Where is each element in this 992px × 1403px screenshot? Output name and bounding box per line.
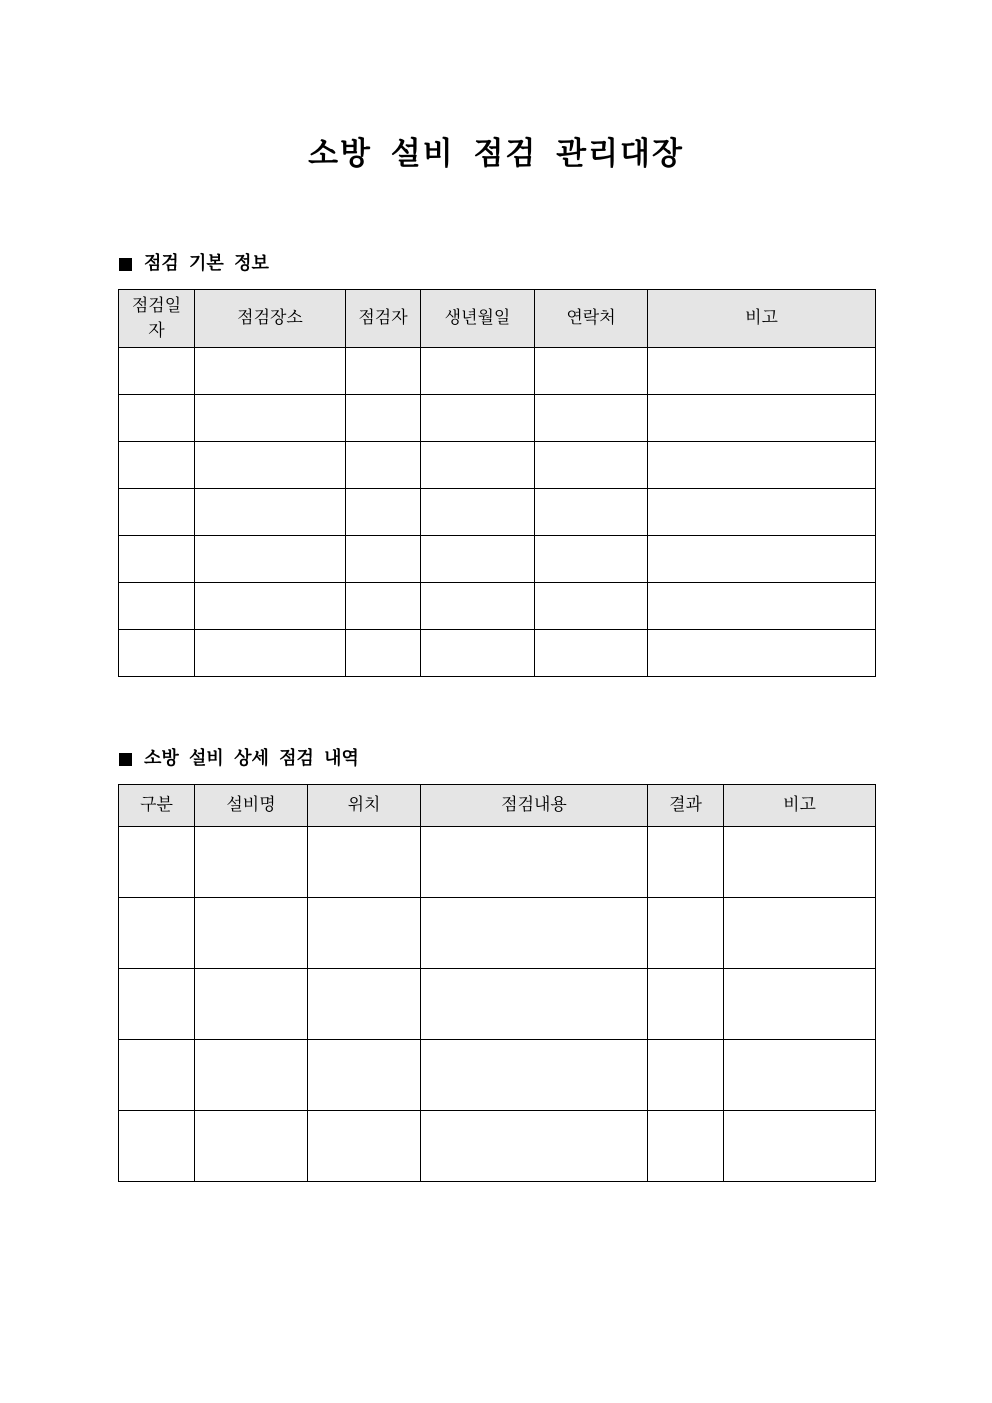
column-header-birth-date: 생년월일 [421,290,535,348]
table-cell[interactable] [195,489,346,536]
column-header-inspection-details: 점검내용 [421,785,648,827]
table-cell[interactable] [346,536,421,583]
section-heading-label: 점검 기본 정보 [144,253,269,274]
table-cell[interactable] [119,630,195,677]
table-row [119,827,876,898]
table-cell[interactable] [421,1111,648,1182]
table-cell[interactable] [195,1111,308,1182]
table-cell[interactable] [421,827,648,898]
column-header-inspector: 점검자 [346,290,421,348]
document-title: 소방 설비 점검 관리대장 [308,136,684,172]
table-header-row [119,785,876,827]
table-cell[interactable] [308,898,421,969]
table-cell[interactable] [346,442,421,489]
table-cell[interactable] [421,630,535,677]
table-cell[interactable] [535,348,648,395]
table-row [119,898,876,969]
section-heading-detail-info [119,747,359,771]
table-cell[interactable] [346,583,421,630]
table-cell[interactable] [119,1111,195,1182]
column-header-inspection-date: 점검일 자 [119,290,195,348]
table-row [119,442,876,489]
table-row [119,630,876,677]
table-cell[interactable] [421,898,648,969]
table-cell[interactable] [346,630,421,677]
table-cell[interactable] [119,536,195,583]
table-cell[interactable] [421,1040,648,1111]
table-cell[interactable] [648,348,876,395]
table-cell[interactable] [308,1111,421,1182]
table-cell[interactable] [195,630,346,677]
table-cell[interactable] [195,583,346,630]
table-cell[interactable] [421,583,535,630]
table-cell[interactable] [648,489,876,536]
table-cell[interactable] [648,898,724,969]
column-header-contact: 연락처 [535,290,648,348]
table-row [119,348,876,395]
table-cell[interactable] [119,969,195,1040]
table-cell[interactable] [724,969,876,1040]
table-cell[interactable] [648,395,876,442]
table-cell[interactable] [195,898,308,969]
table-cell[interactable] [421,395,535,442]
table-cell[interactable] [119,489,195,536]
table-cell[interactable] [119,395,195,442]
table-row [119,489,876,536]
table-cell[interactable] [346,395,421,442]
table-cell[interactable] [119,348,195,395]
table-cell[interactable] [119,1040,195,1111]
table-cell[interactable] [119,898,195,969]
column-header-equipment-name: 설비명 [195,785,308,827]
table-cell[interactable] [535,536,648,583]
table-cell[interactable] [648,536,876,583]
basic-info-table [118,289,876,677]
table-header-row [119,290,876,348]
table-cell[interactable] [195,348,346,395]
table-cell[interactable] [535,489,648,536]
table-row [119,536,876,583]
table-cell[interactable] [724,1111,876,1182]
table-cell[interactable] [119,827,195,898]
table-cell[interactable] [648,442,876,489]
column-header-inspection-place: 점검장소 [195,290,346,348]
table-cell[interactable] [724,1040,876,1111]
table-cell[interactable] [195,1040,308,1111]
column-header-category: 구분 [119,785,195,827]
table-cell[interactable] [648,1111,724,1182]
table-cell[interactable] [648,630,876,677]
table-cell[interactable] [421,536,535,583]
table-cell[interactable] [648,583,876,630]
table-cell[interactable] [421,442,535,489]
table-cell[interactable] [346,348,421,395]
table-cell[interactable] [308,827,421,898]
table-cell[interactable] [724,827,876,898]
table-row [119,1040,876,1111]
table-cell[interactable] [119,583,195,630]
table-cell[interactable] [308,969,421,1040]
table-cell[interactable] [724,898,876,969]
section-heading-label: 소방 설비 상세 점검 내역 [144,748,359,769]
table-cell[interactable] [308,1040,421,1111]
table-cell[interactable] [535,442,648,489]
square-bullet-icon [119,753,132,766]
section-heading-basic-info [119,252,269,276]
table-cell[interactable] [119,442,195,489]
column-header-result: 결과 [648,785,724,827]
table-cell[interactable] [195,827,308,898]
table-cell[interactable] [535,395,648,442]
table-cell[interactable] [346,489,421,536]
table-cell[interactable] [421,348,535,395]
table-row [119,969,876,1040]
column-header-remarks: 비고 [648,290,876,348]
square-bullet-icon [119,258,132,271]
table-cell[interactable] [421,489,535,536]
detail-inspection-table [118,784,876,1182]
column-header-location: 위치 [308,785,421,827]
table-row [119,583,876,630]
table-cell[interactable] [535,583,648,630]
table-cell[interactable] [195,395,346,442]
table-cell[interactable] [195,969,308,1040]
table-row [119,395,876,442]
table-row [119,1111,876,1182]
table-cell[interactable] [648,827,724,898]
column-header-remarks: 비고 [724,785,876,827]
table-cell[interactable] [195,442,346,489]
table-cell[interactable] [535,630,648,677]
table-cell[interactable] [648,1040,724,1111]
table-cell[interactable] [421,969,648,1040]
table-cell[interactable] [648,969,724,1040]
table-cell[interactable] [195,536,346,583]
